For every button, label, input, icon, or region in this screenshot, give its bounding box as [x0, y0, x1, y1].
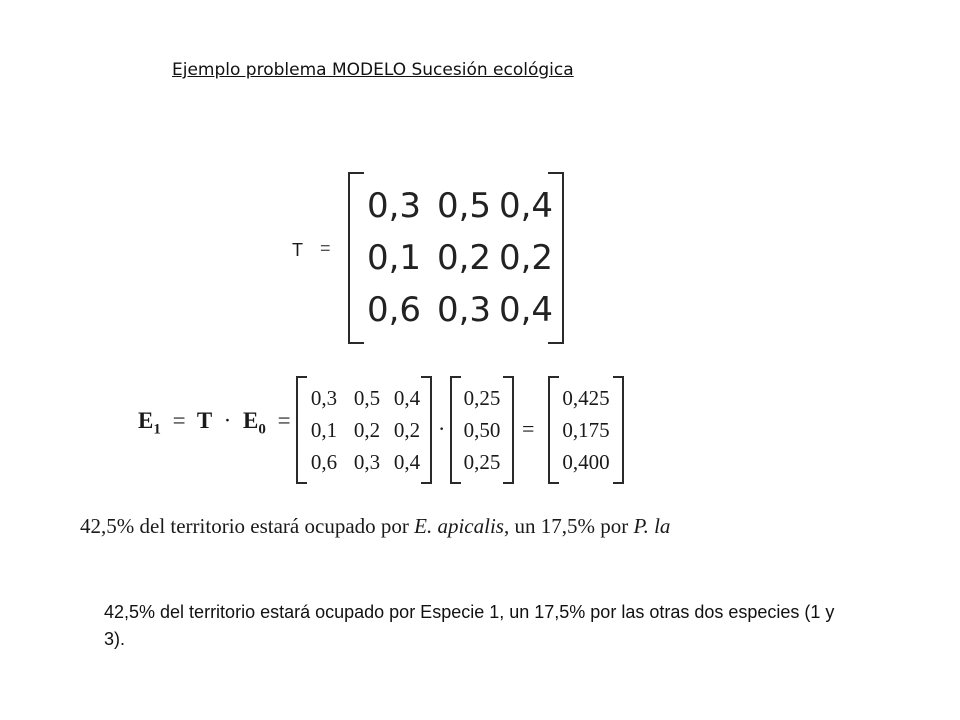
vector-cell: 0,400	[562, 450, 610, 474]
matrix-cell: 0,2	[353, 418, 381, 442]
dot-operator: ·	[223, 408, 232, 433]
equation-lhs	[138, 408, 297, 439]
t-symbol: T	[196, 408, 212, 433]
equation-matrix-t	[296, 376, 432, 484]
vector-cells	[552, 382, 620, 478]
matrix-cell: 0,3	[366, 186, 422, 226]
matrix-cell: 0,3	[353, 450, 381, 474]
matrix-cell: 0,4	[393, 450, 421, 474]
matrix-cell: 0,2	[436, 238, 492, 278]
e1-subscript: 1	[153, 421, 161, 438]
matrix-cell: 0,3	[310, 386, 338, 410]
matrix-cell: 0,5	[436, 186, 492, 226]
result-equals: =	[522, 416, 535, 441]
matrix-cell: 0,3	[436, 290, 492, 330]
vector-cell: 0,50	[463, 418, 501, 442]
matrix-cells	[302, 382, 426, 478]
scanned-text-line	[80, 514, 768, 539]
vector-e0	[450, 376, 514, 484]
matrix-cell: 0,4	[498, 186, 554, 226]
vector-cells	[454, 382, 510, 478]
scanned-text-part: 42,5% del territorio estará ocupado por	[80, 514, 415, 538]
matrix-cell: 0,4	[498, 290, 554, 330]
right-bracket	[613, 376, 624, 484]
conclusion-text: 42,5% del territorio estará ocupado por Especie 1, un 17,5% por las otras dos especies (1 y 3).	[104, 602, 835, 649]
species-name: P. la	[633, 514, 671, 538]
transition-matrix	[348, 172, 564, 344]
matrix-cell: 0,6	[366, 290, 422, 330]
scanned-text-part: , un 17,5% por	[503, 514, 634, 538]
e0-symbol: E	[243, 408, 259, 433]
right-bracket	[421, 376, 432, 484]
vector-cell: 0,25	[463, 386, 501, 410]
right-bracket	[503, 376, 514, 484]
equals-sign: =	[320, 238, 331, 258]
vector-cell: 0,25	[463, 450, 501, 474]
right-bracket	[548, 172, 564, 344]
matrix-cell: 0,1	[366, 238, 422, 278]
vector-cell: 0,425	[562, 386, 610, 410]
e0-subscript: 0	[258, 421, 266, 438]
equals-sign: =	[172, 408, 186, 433]
equals-sign: =	[277, 408, 291, 433]
matrix-cell: 0,2	[393, 418, 421, 442]
vector-cell: 0,175	[562, 418, 610, 442]
matrix-cell: 0,6	[310, 450, 338, 474]
vector-e1	[548, 376, 624, 484]
mult-dot: ·	[438, 416, 446, 441]
species-name: E. apicalis	[414, 514, 504, 538]
matrix-cell: 0,4	[393, 386, 421, 410]
e1-symbol: E	[138, 408, 154, 433]
matrix-cell: 0,2	[498, 238, 554, 278]
matrix-cells	[358, 180, 554, 336]
matrix-cell: 0,1	[310, 418, 338, 442]
matrix-cell: 0,5	[353, 386, 381, 410]
page-title: Ejemplo problema MODELO Sucesión ecológica	[172, 60, 574, 80]
matrix-t-label: T	[292, 240, 303, 260]
